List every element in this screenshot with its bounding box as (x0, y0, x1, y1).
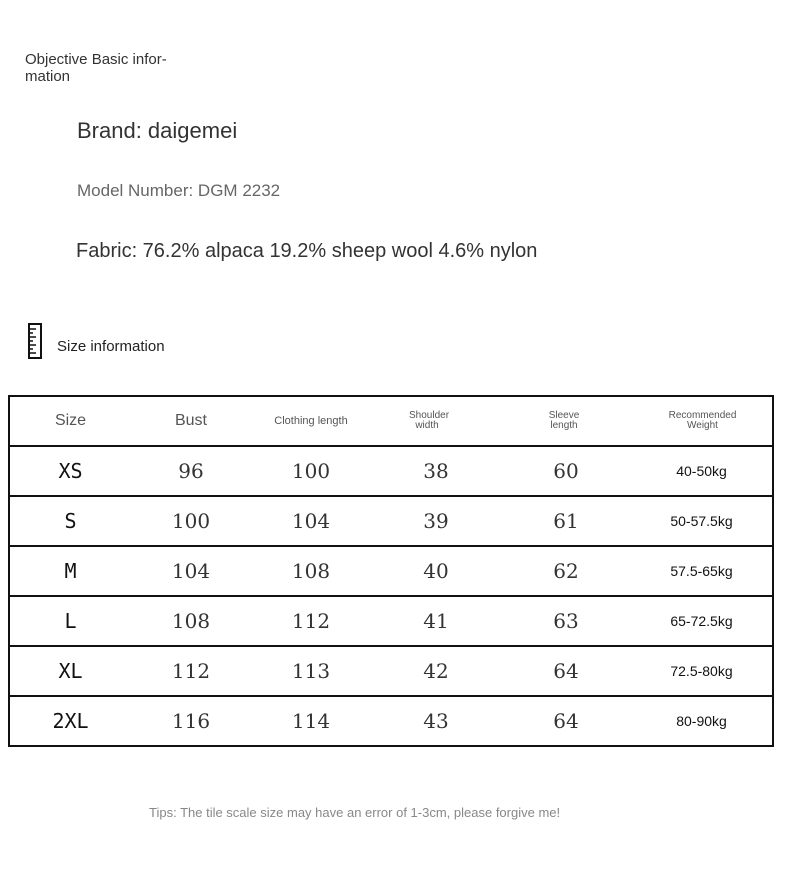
header-clothing-length: Clothing length (251, 396, 371, 446)
table-row (9, 646, 773, 696)
tips-note: Tips: The tile scale size may have an error of 1-3cm, please forgive me! (149, 805, 561, 820)
header-bust: Bust (131, 396, 251, 446)
size-table (8, 395, 774, 747)
size-info-heading (28, 323, 165, 359)
cell-shoulder-width: 40 (371, 546, 501, 596)
cell-shoulder-width: 39 (371, 496, 501, 546)
header-sleeve-length: Sleeve length (501, 396, 631, 446)
cell-clothing-length: 104 (251, 496, 371, 546)
section-title: Objective Basic infor- mation (25, 51, 167, 85)
cell-size: M (9, 546, 131, 596)
cell-shoulder-width: 43 (371, 696, 501, 746)
cell-shoulder-width: 41 (371, 596, 501, 646)
cell-size: L (9, 596, 131, 646)
header-shoulder-width: Shoulder width (371, 396, 501, 446)
table-row (9, 446, 773, 496)
table-row (9, 546, 773, 596)
ruler-icon (28, 323, 42, 359)
table-row (9, 696, 773, 746)
cell-sleeve-length: 61 (501, 496, 631, 546)
fabric-line: Fabric: 76.2% alpaca 19.2% sheep wool 4.6% nylon (76, 240, 538, 262)
cell-bust: 112 (131, 646, 251, 696)
cell-recommended-weight: 57.5-65kg (631, 546, 773, 596)
table-row (9, 496, 773, 546)
cell-recommended-weight: 72.5-80kg (631, 646, 773, 696)
cell-size: XL (9, 646, 131, 696)
cell-clothing-length: 100 (251, 446, 371, 496)
cell-size: 2XL (9, 696, 131, 746)
cell-bust: 108 (131, 596, 251, 646)
cell-recommended-weight: 40-50kg (631, 446, 773, 496)
cell-recommended-weight: 65-72.5kg (631, 596, 773, 646)
brand-line: Brand: daigemei (77, 118, 238, 143)
header-recommended-weight: Recommended Weight (631, 396, 773, 446)
cell-size: S (9, 496, 131, 546)
cell-bust: 96 (131, 446, 251, 496)
table-header-row (9, 396, 773, 446)
cell-bust: 104 (131, 546, 251, 596)
cell-size: XS (9, 446, 131, 496)
cell-sleeve-length: 64 (501, 696, 631, 746)
header-size: Size (9, 396, 131, 446)
cell-recommended-weight: 50-57.5kg (631, 496, 773, 546)
cell-clothing-length: 114 (251, 696, 371, 746)
cell-sleeve-length: 63 (501, 596, 631, 646)
cell-shoulder-width: 38 (371, 446, 501, 496)
cell-bust: 116 (131, 696, 251, 746)
cell-shoulder-width: 42 (371, 646, 501, 696)
cell-clothing-length: 108 (251, 546, 371, 596)
size-info-label: Size information (57, 337, 165, 355)
cell-clothing-length: 112 (251, 596, 371, 646)
cell-clothing-length: 113 (251, 646, 371, 696)
cell-recommended-weight: 80-90kg (631, 696, 773, 746)
cell-sleeve-length: 64 (501, 646, 631, 696)
table-row (9, 596, 773, 646)
model-number-line: Model Number: DGM 2232 (77, 181, 281, 200)
cell-sleeve-length: 62 (501, 546, 631, 596)
cell-sleeve-length: 60 (501, 446, 631, 496)
cell-bust: 100 (131, 496, 251, 546)
